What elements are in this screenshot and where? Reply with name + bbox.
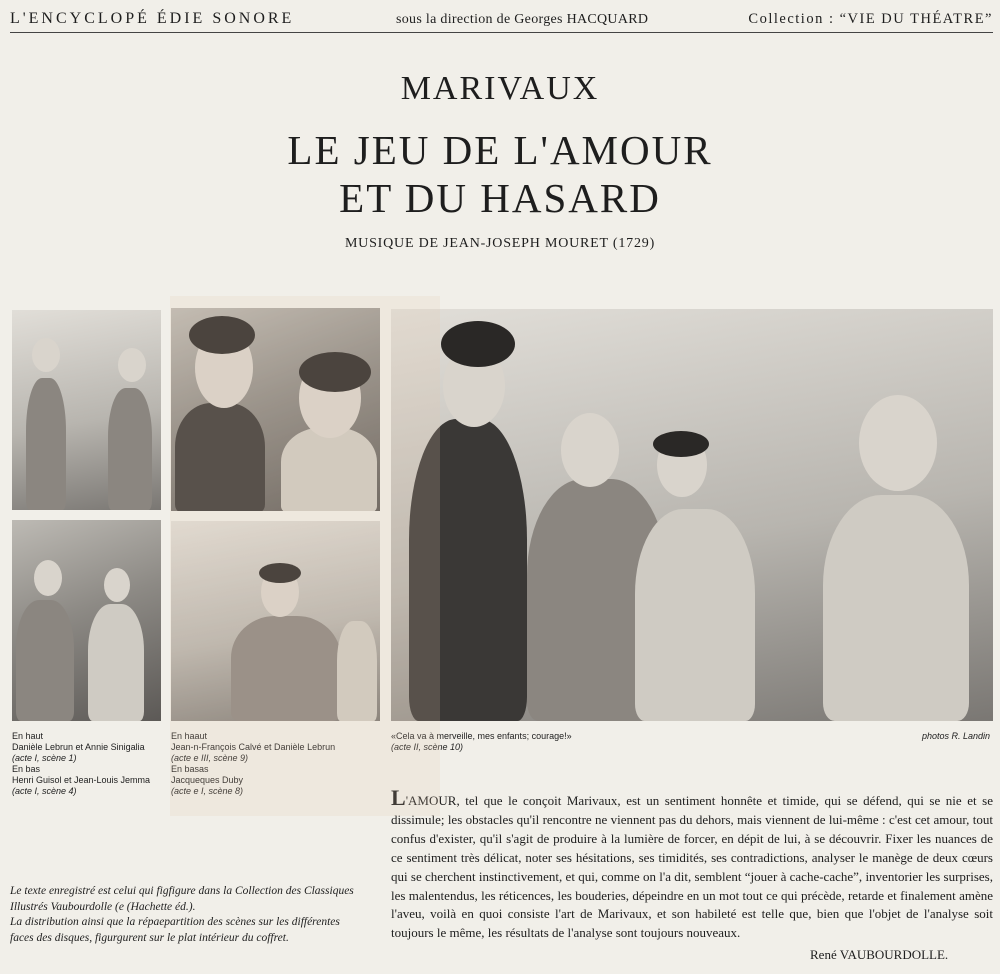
drop-cap: L xyxy=(391,785,406,810)
caption-main: «Cela va à merveille, mes enfants; courage!» (acte II, scène 10) xyxy=(391,731,572,752)
body-text: , tel que le conçoit Marivaux, est un sentiment honnête et timide, qui se défend, qui se nie et se dissimule; les obstacles qu'il rencontre ne viennent pas du dehors, mais viennent de lui-même : c'est cet amour, tout confus d'exister, qu'il s'agit de produire à la lumière de forcer, en dépit de lui, à se découvrir. Fixer les nuances de ce sentiment très délicat, noter ses hésitations, ses timidités, ses contradictions, analyser le manège de deux cœurs qui se cherchent instinctivement, et qui, comme on l'a dit, semblent “jouer à cache-cache”, inventorier les surprises, les malentendus, les réticences, les bouderies, dépeindre en un mot tout ce qui précède, retarde et finalement amène l'aveu, voilà en quoi consiste l'art de Marivaux, et son habileté est telle que, bien que l'objet de l'analyse soit toujours le même, les résultats de l'analyse sont toujours nouveaux. xyxy=(391,793,993,941)
work-title-line1: LE JEU DE L'AMOUR xyxy=(287,127,713,173)
lead-word: 'AMOUR xyxy=(405,793,457,808)
body-paragraph xyxy=(391,785,993,943)
photo-bottom-middle xyxy=(171,521,380,721)
photo-main xyxy=(391,309,993,721)
photo-top-left xyxy=(12,310,161,510)
series-director: sous la direction de Georges HACQUARD xyxy=(396,12,649,27)
note-line-1: Le texte enregistré est celui qui figfigure dans la Collection des Classiques Illustrés Vaubourdolle (e (Hachette éd.). xyxy=(10,885,354,913)
caption-left: En haut Danièle Lebrun et Annie Sinigalia (acte I, scène 1) En bas Henri Guisol et Jean-Louis Jemma (acte I, scène 4) xyxy=(12,731,151,796)
photo-bottom-left xyxy=(12,520,161,721)
recording-note xyxy=(10,884,354,946)
photo-credit: photos R. Landin xyxy=(921,731,990,741)
collection-name: Collection : “VIE DU THÉATRE” xyxy=(748,11,993,27)
note-line-2: La distribution ainsi que la répaepartition des scènes sur les différentes faces des disques, figurgurent sur le plat intérieur du coffret. xyxy=(10,916,340,944)
photo-top-middle xyxy=(171,308,380,511)
caption-middle: En haaut Jean-n-François Calvé et Danièle Lebrun (acte e III, scène 9) En basas Jacqueques Duby (acte e I, scène 8) xyxy=(171,731,336,796)
signature: René VAUBOURDOLLE. xyxy=(810,947,949,962)
series-name: L'ENCYCLOPÉ ÉDIE SONORE xyxy=(10,10,295,27)
work-title-line2: ET DU HASARD xyxy=(339,175,661,221)
page-header xyxy=(10,8,993,33)
music-credit: MUSIQUE DE JEAN-JOSEPH MOURET (1729) xyxy=(344,236,656,251)
author-title: MARIVAUX xyxy=(400,70,600,107)
